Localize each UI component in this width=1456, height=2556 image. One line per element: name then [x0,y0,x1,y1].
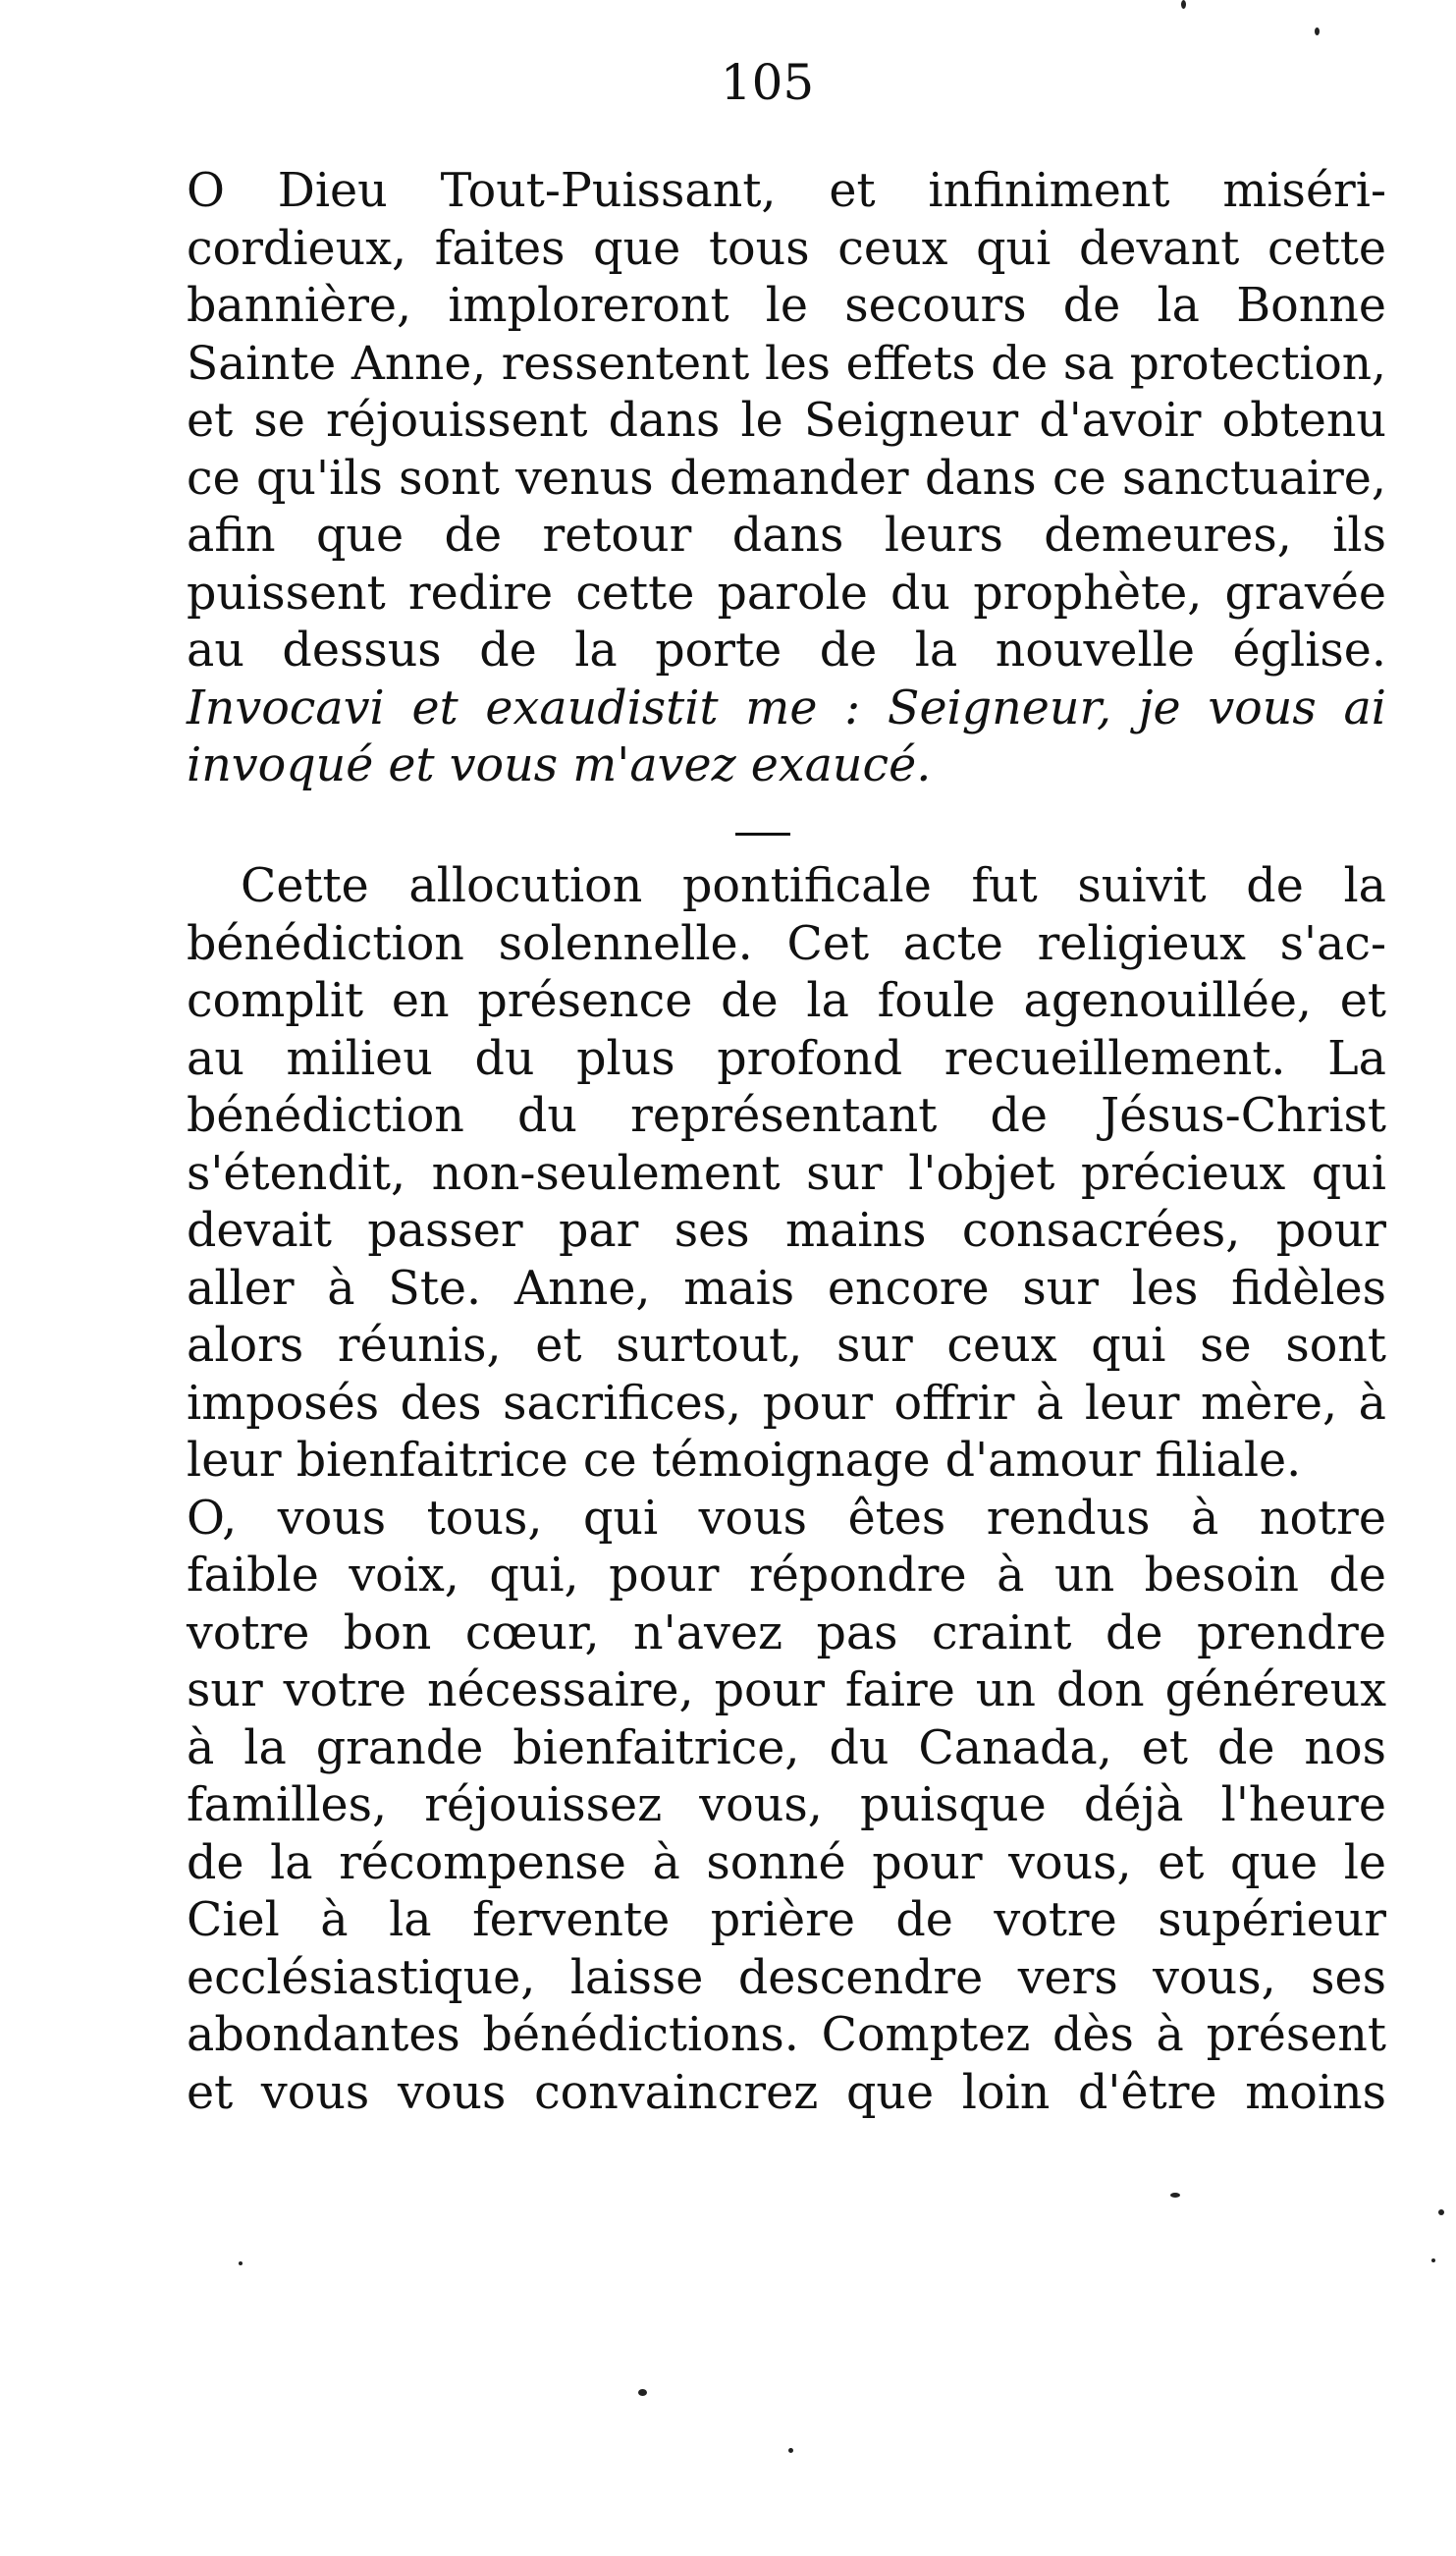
quote-line: invoqué et vous m'avez exaucé. [187,738,932,792]
text-line: Sainte Anne, ressentent les effets de sa protection, [187,336,1386,391]
text-line: O Dieu Tout-Puissant, et infiniment miséri- [187,164,1386,218]
text-line: devait passer par ses mains consacrées, pour [187,1204,1386,1258]
text-line: ecclésiastique, laisse descendre vers vous, ses [187,1950,1386,2005]
text-line: O, vous tous, qui vous êtes rendus à notre [187,1491,1386,1546]
text-line: alors réunis, et surtout, sur ceux qui se sont [187,1319,1386,1373]
narrative-passage [187,858,1386,2122]
scan-speck [239,2261,243,2265]
text-line: bénédiction solennelle. Cet acte religieux s'ac- [187,916,1386,971]
page-number: 105 [720,54,815,111]
scan-speck [1170,2193,1180,2198]
text-line: faible voix, qui, pour répondre à un besoin de [187,1549,1386,1603]
text-line: bannière, imploreront le secours de la Bonne [187,279,1386,333]
text-line: Cette allocution pontificale fut suivit de la [241,859,1386,913]
text-line: leur bienfaitrice ce témoignage d'amour filiale. [187,1434,1302,1488]
scan-speck [788,2448,793,2453]
text-line: au dessus de la porte de la nouvelle église. [187,624,1386,678]
quote-line: Invocavi et exaudistit me : Seigneur, je vous ai [187,680,1386,735]
text-line: de la récompense à sonné pour vous, et que le [187,1835,1386,1890]
section-separator [735,833,790,836]
text-line: familles, réjouissez vous, puisque déjà l'heure [187,1778,1386,1832]
text-line: imposés des sacrifices, pour offrir à leur mère, à [187,1376,1386,1431]
text-line: bénédiction du représentant de Jésus-Christ [187,1089,1386,1143]
scan-speck [1315,27,1320,35]
text-line: sur votre nécessaire, pour faire un don généreux [187,1663,1386,1717]
text-line: cordieux, faites que tous ceux qui devant cette [187,221,1386,276]
text-line: s'étendit, non-seulement sur l'objet précieux qui [187,1146,1386,1201]
scan-speck [638,2389,647,2396]
text-line: à la grande bienfaitrice, du Canada, et de nos [187,1720,1386,1775]
text-line: complit en présence de la foule agenouillée, et [187,974,1386,1028]
prayer-passage [187,163,1386,795]
scan-speck [1431,2258,1435,2262]
text-line: ce qu'ils sont venus demander dans ce sanctuaire, [187,451,1386,506]
text-line: et vous vous convaincrez que loin d'être moins [187,2065,1386,2120]
text-line: Ciel à la fervente prière de votre supérieur [187,1893,1386,1947]
text-line: puissent redire cette parole du prophète, gravée [187,566,1386,621]
text-line: et se réjouissent dans le Seigneur d'avoir obtenu [187,394,1386,448]
text-line: au milieu du plus profond recueillement. La [187,1031,1386,1086]
text-line: afin que de retour dans leurs demeures, ils [187,509,1386,563]
text-line: votre bon cœur, n'avez pas craint de prendre [187,1605,1386,1660]
scan-speck [1438,2209,1444,2215]
scan-speck [1181,0,1186,9]
text-line: aller à Ste. Anne, mais encore sur les fidèles [187,1261,1386,1316]
text-line: abondantes bénédictions. Comptez dès à présent [187,2008,1386,2062]
